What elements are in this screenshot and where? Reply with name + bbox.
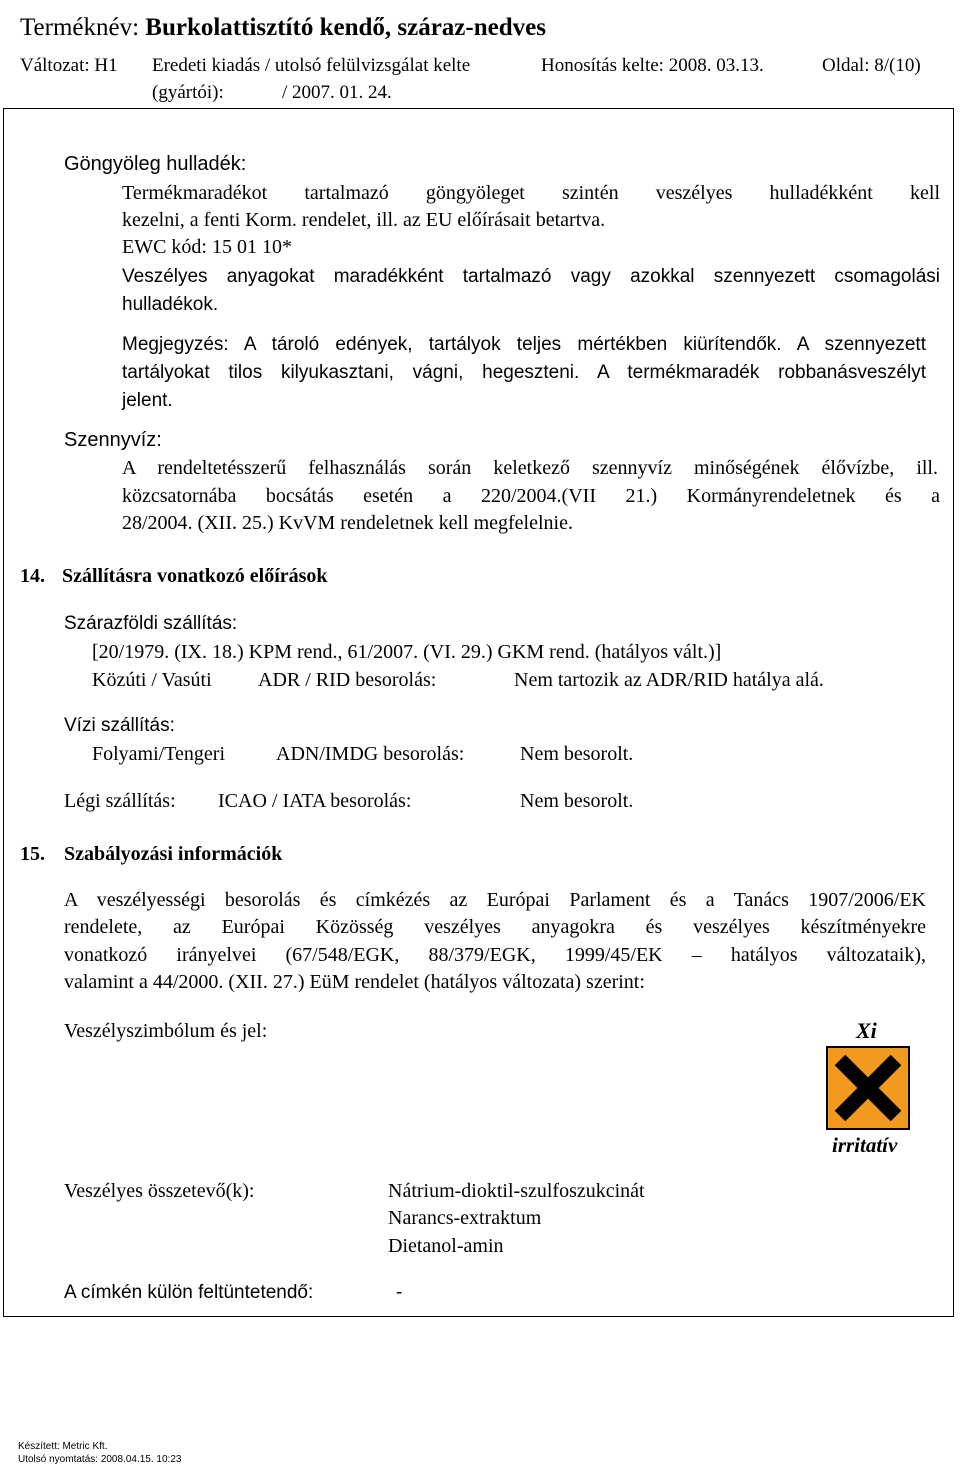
ewc-desc-line-2: hulladékok.	[122, 294, 219, 315]
packaging-waste-label: Göngyöleg hulladék:	[64, 153, 247, 175]
ewc-desc-line-1: Veszélyes anyagokat maradékként tartalmazó vagy azokkal szennyezett csomagolási	[122, 266, 940, 287]
water-transport-label: Vízi szállítás:	[64, 715, 175, 736]
wastewater-line-3: 28/2004. (XII. 25.) KvVM rendeletnek kell megfelelnie.	[122, 512, 573, 534]
footer-prepared-by: Készített: Metric Kft.	[18, 1441, 108, 1452]
section-15-title: Szabályozási információk	[64, 843, 283, 865]
packaging-line-1: Termékmaradékot tartalmazó göngyöleget szintén veszélyes hulladékként kell	[122, 182, 940, 204]
issue-label: Eredeti kiadás / utolsó felülvizsgálat kelte	[152, 55, 471, 76]
content-frame	[3, 108, 954, 1317]
air-transport-label: Légi szállítás:	[64, 790, 176, 812]
wastewater-line-1: A rendeltetésszerű felhasználás során keletkező szennyvíz minőségének élővízbe, ill.	[122, 457, 938, 479]
symbol-code: Xi	[856, 1018, 877, 1043]
adr-rid-value: Nem tartozik az ADR/RID hatálya alá.	[514, 669, 824, 691]
land-regulation: [20/1979. (IX. 18.) KPM rend., 61/2007. (VI. 29.) GKM rend. (hatályos vált.)]	[92, 641, 722, 663]
localization-date: Honosítás kelte: 2008. 03.13.	[541, 55, 764, 76]
land-transport-label: Szárazföldi szállítás:	[64, 613, 238, 634]
note-line-2: tartályokat tilos kilyukasztani, vágni, hegeszteni. A termékmaradék robbanásveszélyt	[122, 362, 926, 383]
packaging-line-2: kezelni, a fenti Korm. rendelet, ill. az EU előírásait betartva.	[122, 209, 606, 231]
hazard-component-1: Nátrium-dioktil-szulfoszukcinát	[388, 1180, 645, 1202]
hazard-component-2: Narancs-extraktum	[388, 1207, 542, 1229]
note-line-1: Megjegyzés: A tároló edények, tartályok teljes mértékben kiürítendők. A szennyezett	[122, 334, 926, 355]
wastewater-line-2: közcsatornába bocsátás esetén a 220/2004.(VII 21.) Kormányrendeletnek és a	[122, 485, 940, 507]
label-note-value: -	[396, 1282, 403, 1303]
wastewater-label: Szennyvíz:	[64, 429, 162, 451]
icao-iata-label: ICAO / IATA besorolás:	[218, 790, 412, 812]
hazard-component-3: Dietanol-amin	[388, 1235, 504, 1257]
symbol-label: Veszélyszimbólum és jel:	[64, 1020, 268, 1042]
label-note-label: A címkén külön feltüntetendő:	[64, 1282, 314, 1303]
river-sea-label: Folyami/Tengeri	[92, 743, 226, 765]
road-rail-label: Közúti / Vasúti	[92, 669, 212, 691]
product-name-title	[20, 14, 546, 42]
adr-rid-label: ADR / RID besorolás:	[258, 669, 437, 691]
st-andrews-cross-icon	[826, 1046, 910, 1130]
intro-line-2: rendelete, az Európai Közösség veszélyes anyagokra és veszélyes készítményekre	[64, 916, 926, 938]
title-prefix: Terméknév:	[20, 14, 140, 41]
footer-last-printed: Utolsó nyomtatás: 2008.04.15. 10:23	[18, 1454, 182, 1465]
note-line-3: jelent.	[122, 390, 173, 411]
section-14-title: Szállításra vonatkozó előírások	[62, 565, 328, 587]
ewc-code: EWC kód: 15 01 10*	[122, 236, 292, 258]
intro-line-4: valamint a 44/2000. (XII. 27.) EüM rendelet (hatályos változata) szerint:	[64, 971, 645, 993]
air-value: Nem besorolt.	[520, 790, 634, 812]
intro-line-1: A veszélyességi besorolás és címkézés az Európai Parlament és a Tanács 1907/2006/EK	[64, 889, 926, 911]
symbol-meaning: irritatív	[832, 1133, 898, 1157]
version-label: Változat: H1	[20, 55, 118, 76]
product-name: Burkolattisztító kendő, száraz-nedves	[145, 14, 546, 41]
issue-date: / 2007. 01. 24.	[282, 82, 392, 103]
issue-label-cont: (gyártói):	[152, 82, 224, 103]
adn-imdg-label: ADN/IMDG besorolás:	[276, 743, 465, 765]
section-15-number: 15.	[20, 843, 45, 865]
hazard-components-label: Veszélyes összetevő(k):	[64, 1180, 255, 1202]
hazard-cross-graphic	[828, 1048, 908, 1128]
section-14-number: 14.	[20, 565, 45, 587]
adn-imdg-value: Nem besorolt.	[520, 743, 634, 765]
intro-line-3: vonatkozó irányelvei (67/548/EGK, 88/379/EGK, 1999/45/EK – hatályos változataik),	[64, 944, 926, 966]
page-number: Oldal: 8/(10)	[822, 55, 921, 76]
